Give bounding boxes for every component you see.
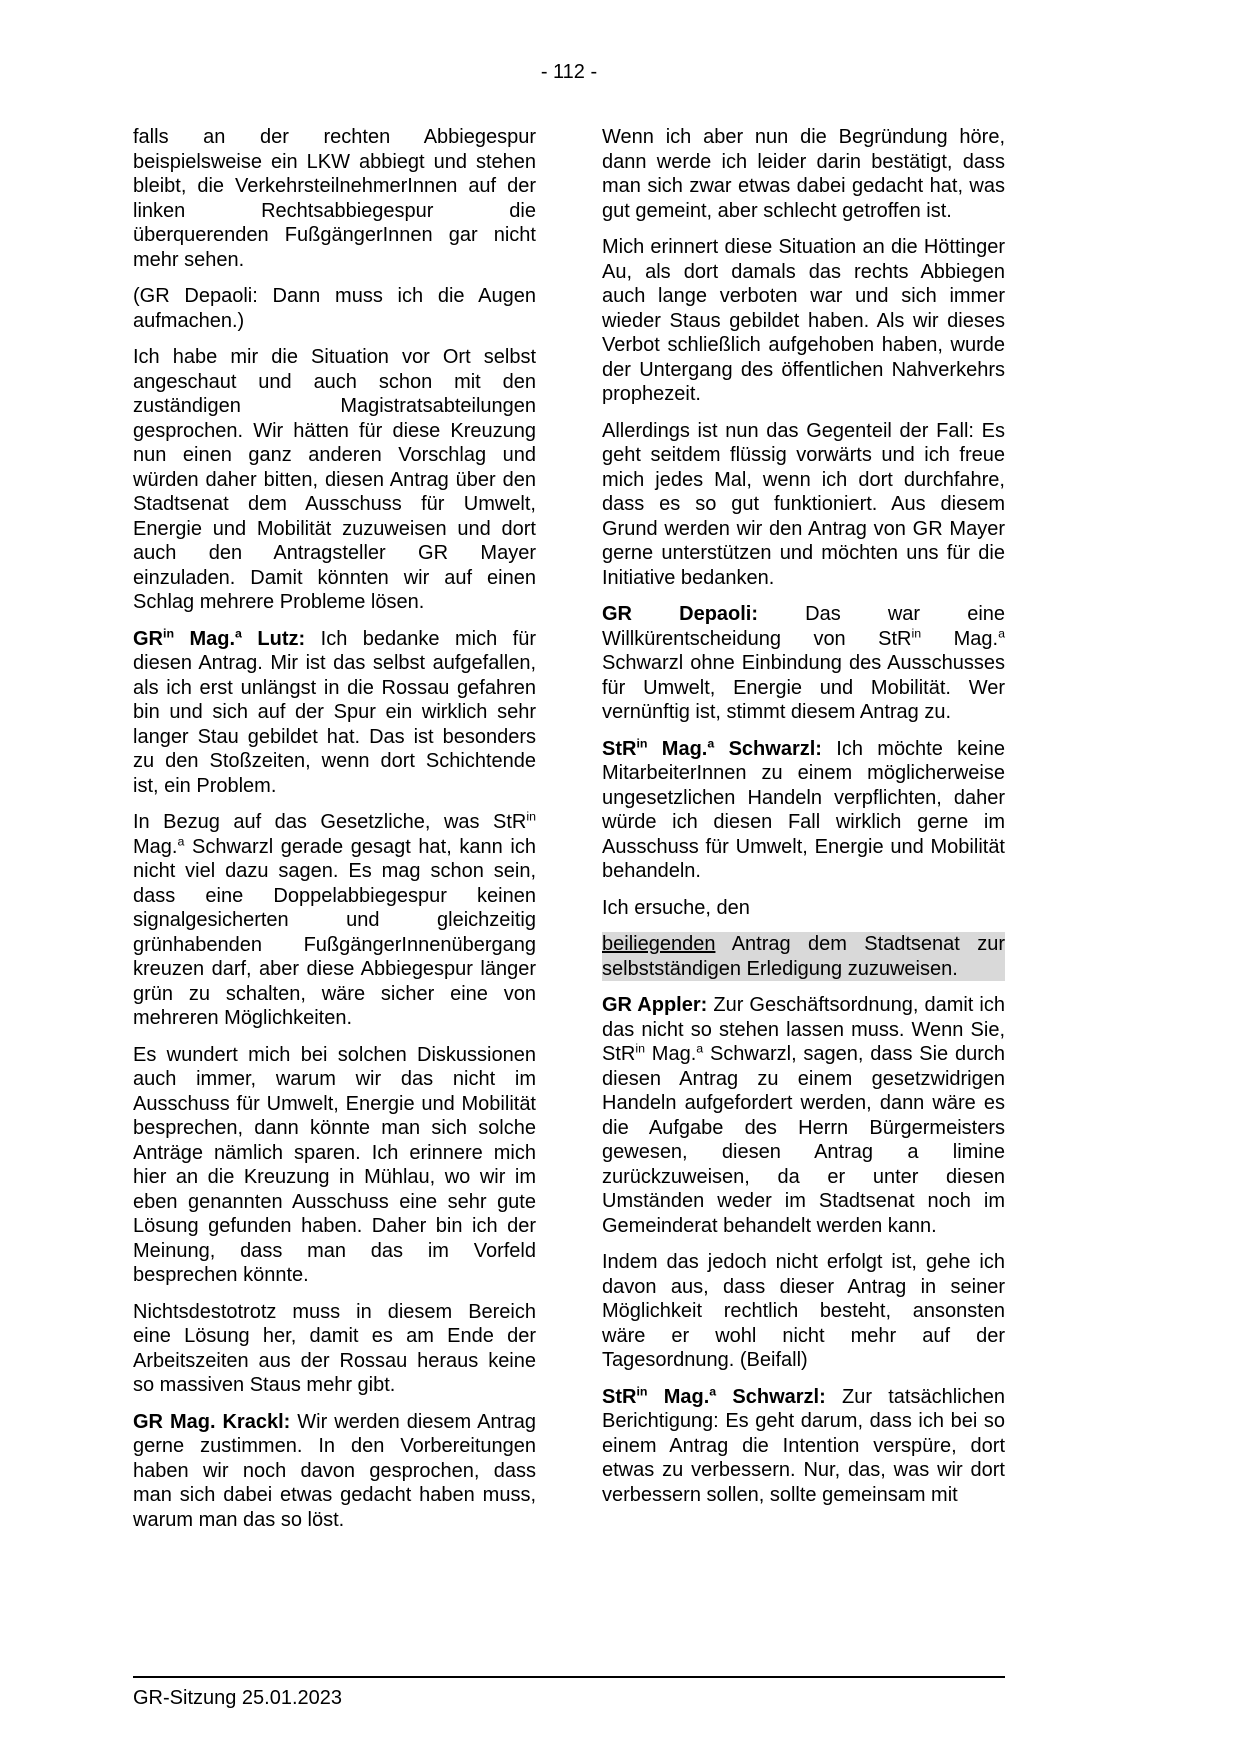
left-column bbox=[133, 125, 536, 1544]
speaker-name: GR Mag. Krackl: bbox=[133, 1410, 291, 1433]
page-content bbox=[133, 125, 1005, 1544]
footer-text: GR-Sitzung 25.01.2023 bbox=[133, 1687, 343, 1709]
paragraph: GR Depaoli: Das war eine Willkürentscheidung von StR$^{in}$ Mag.$^a$ Schwarzl ohne Einbindung des Ausschusses für Umwelt, Energie und Mobilität. Wer vernünftig ist, stimmt diesem Antrag zu. bbox=[602, 603, 1006, 723]
paragraph: Es wundert mich bei solchen Diskussionen auch immer, warum wir das nicht im Ausschuss für Umwelt, Energie und Mobilität besprechen, dann könnte man sich solche Anträge nämlich sparen. Ich erinnere mich hier an die Kreuzung in Mühlau, wo wir im eben genannten Ausschuss eine sehr gute Lösung gefunden haben. Daher bin ich der Meinung, dass man das im Vorfeld besprechen könnte. bbox=[133, 1043, 536, 1286]
paragraph: GR Mag. Krackl: Wir werden diesem Antrag gerne zustimmen. In den Vorbereitungen haben wir noch davon gesprochen, dass man sich dabei etwas gedacht haben muss, warum man das so löst. bbox=[133, 1410, 536, 1531]
speaker-name: GR Depaoli: bbox=[602, 603, 759, 625]
paragraph: Nichtsdestotrotz muss in diesem Bereich eine Lösung her, damit es am Ende der Arbeitszeiten aus der Rossau heraus keine so massiven Staus mehr gibt. bbox=[133, 1300, 536, 1396]
speaker-name: StR$^{in}$ Mag.$^a$ Schwarzl: bbox=[602, 735, 822, 760]
highlighted-paragraph: beiliegenden Antrag dem Stadtsenat zur selbstständigen Erledigung zuzuweisen. bbox=[602, 933, 1005, 980]
paragraph: (GR Depaoli: Dann muss ich die Augen aufmachen.) bbox=[133, 285, 536, 332]
paragraph: StR$^{in}$ Mag.$^a$ Schwarzl: Ich möchte keine MitarbeiterInnen zu einem möglicherweise ungesetzlichen Handeln verpflichten, daher würde ich diesen Fall wirklich gerne im Ausschuss für Umwelt, Energie und Mobilität behandeln. bbox=[602, 735, 1005, 882]
paragraph: Mich erinnert diese Situation an die Höttinger Au, als dort damals das rechts Abbiegen auch lange verboten war und sich immer wieder Staus gebildet haben. Als wir dieses Verbot schließlich aufgehoben haben, wurde der Untergang des öffentlichen Nahverkehrs prophezeit. bbox=[602, 236, 1005, 405]
speaker-name: GR Appler: bbox=[602, 994, 708, 1016]
right-column bbox=[602, 125, 1005, 1544]
paragraph: StR$^{in}$ Mag.$^a$ Schwarzl: Zur tatsächlichen Berichtigung: Es geht darum, dass ich bei so einem Antrag die Intention verspüre, dort etwas zu verbessern. Nur, das, was wir dort verbessern sollen, sollte gemeinsam mit bbox=[602, 1383, 1005, 1506]
speaker-name: StR$^{in}$ Mag.$^a$ Schwarzl: bbox=[602, 1383, 826, 1408]
page-number: - 112 - bbox=[540, 61, 598, 83]
paragraph: Ich habe mir die Situation vor Ort selbst angeschaut und auch schon mit den zuständigen Magistratsabteilungen gesprochen. Wir hätten für diese Kreuzung nun einen ganz anderen Vorschlag und würden daher bitten, diesen Antrag über den Stadtsenat dem Ausschuss für Umwelt, Energie und Mobilität zuzuweisen und dort auch den Antragsteller GR Mayer einzuladen. Damit könnten wir auf einen Schlag mehrere Probleme lösen. bbox=[133, 346, 536, 613]
paragraph: GR Appler: Zur Geschäftsordnung, damit ich das nicht so stehen lassen muss. Wenn Sie, StR$^{in}$ Mag.$^a$ Schwarzl, sagen, dass Sie durch diesen Antrag zu einem gesetzwidrigen Handeln aufgefordert werden, dann wäre es die Aufgabe des Herrn Bürgermeisters gewesen, diesen Antrag a limine zurückzuweisen, da er unter diesen Umständen weder im Stadtsenat noch im Gemeinderat behandelt werden kann. bbox=[602, 994, 1005, 1237]
paragraph: Wenn ich aber nun die Begründung höre, dann werde ich leider darin bestätigt, dass man sich zwar etwas dabei gedacht hat, was gut gemeint, aber schlecht getroffen ist. bbox=[602, 126, 1005, 222]
paragraph: falls an der rechten Abbiegespur beispielsweise ein LKW abbiegt und stehen bleibt, die VerkehrsteilnehmerInnen auf der linken Rechtsabbiegespur die überquerenden FußgängerInnen gar nicht mehr sehen. bbox=[133, 126, 536, 271]
paragraph: In Bezug auf das Gesetzliche, was StR$^{in}$ Mag.$^a$ Schwarzl gerade gesagt hat, kann ich nicht viel dazu sagen. Es mag schon sein, dass eine Doppelabbiegespur keinen signalgesicherten und gleichzeitig grünhabenden FußgängerInnenübergang kreuzen darf, aber diese Abbiegespur länger grün zu schalten, wäre sicher eine von mehreren Möglichkeiten. bbox=[133, 809, 536, 1029]
speaker-name: $GR^{in}$ Mag.$^a$ Lutz: bbox=[133, 625, 306, 650]
footer-divider bbox=[133, 1676, 1005, 1678]
paragraph: Ich ersuche, den bbox=[602, 896, 750, 919]
paragraph: $GR^{in}$ Mag.$^a$ Lutz: Ich bedanke mich für diesen Antrag. Mir ist das selbst aufgefallen, als ich erst unlängst in die Rossau gefahren bin und sich auf der Spur ein wirklich sehr langer Stau gebildet hat. Das ist besonders zu den Stoßzeiten, wenn dort Schichtende ist, ein Problem. bbox=[133, 625, 536, 797]
paragraph: Allerdings ist nun das Gegenteil der Fall: Es geht seitdem flüssig vorwärts und ich freue mich jedes Mal, wenn ich dort durchfahre, dass es so gut funktioniert. Aus diesem Grund werden wir den Antrag von GR Mayer gerne unterstützen und möchten uns für die Initiative bedanken. bbox=[602, 419, 1005, 589]
paragraph: Indem das jedoch nicht erfolgt ist, gehe ich davon aus, dass dieser Antrag in seiner Möglichkeit rechtlich besteht, ansonsten wäre er wohl nicht mehr auf der Tagesordnung. (Beifall) bbox=[602, 1251, 1005, 1371]
